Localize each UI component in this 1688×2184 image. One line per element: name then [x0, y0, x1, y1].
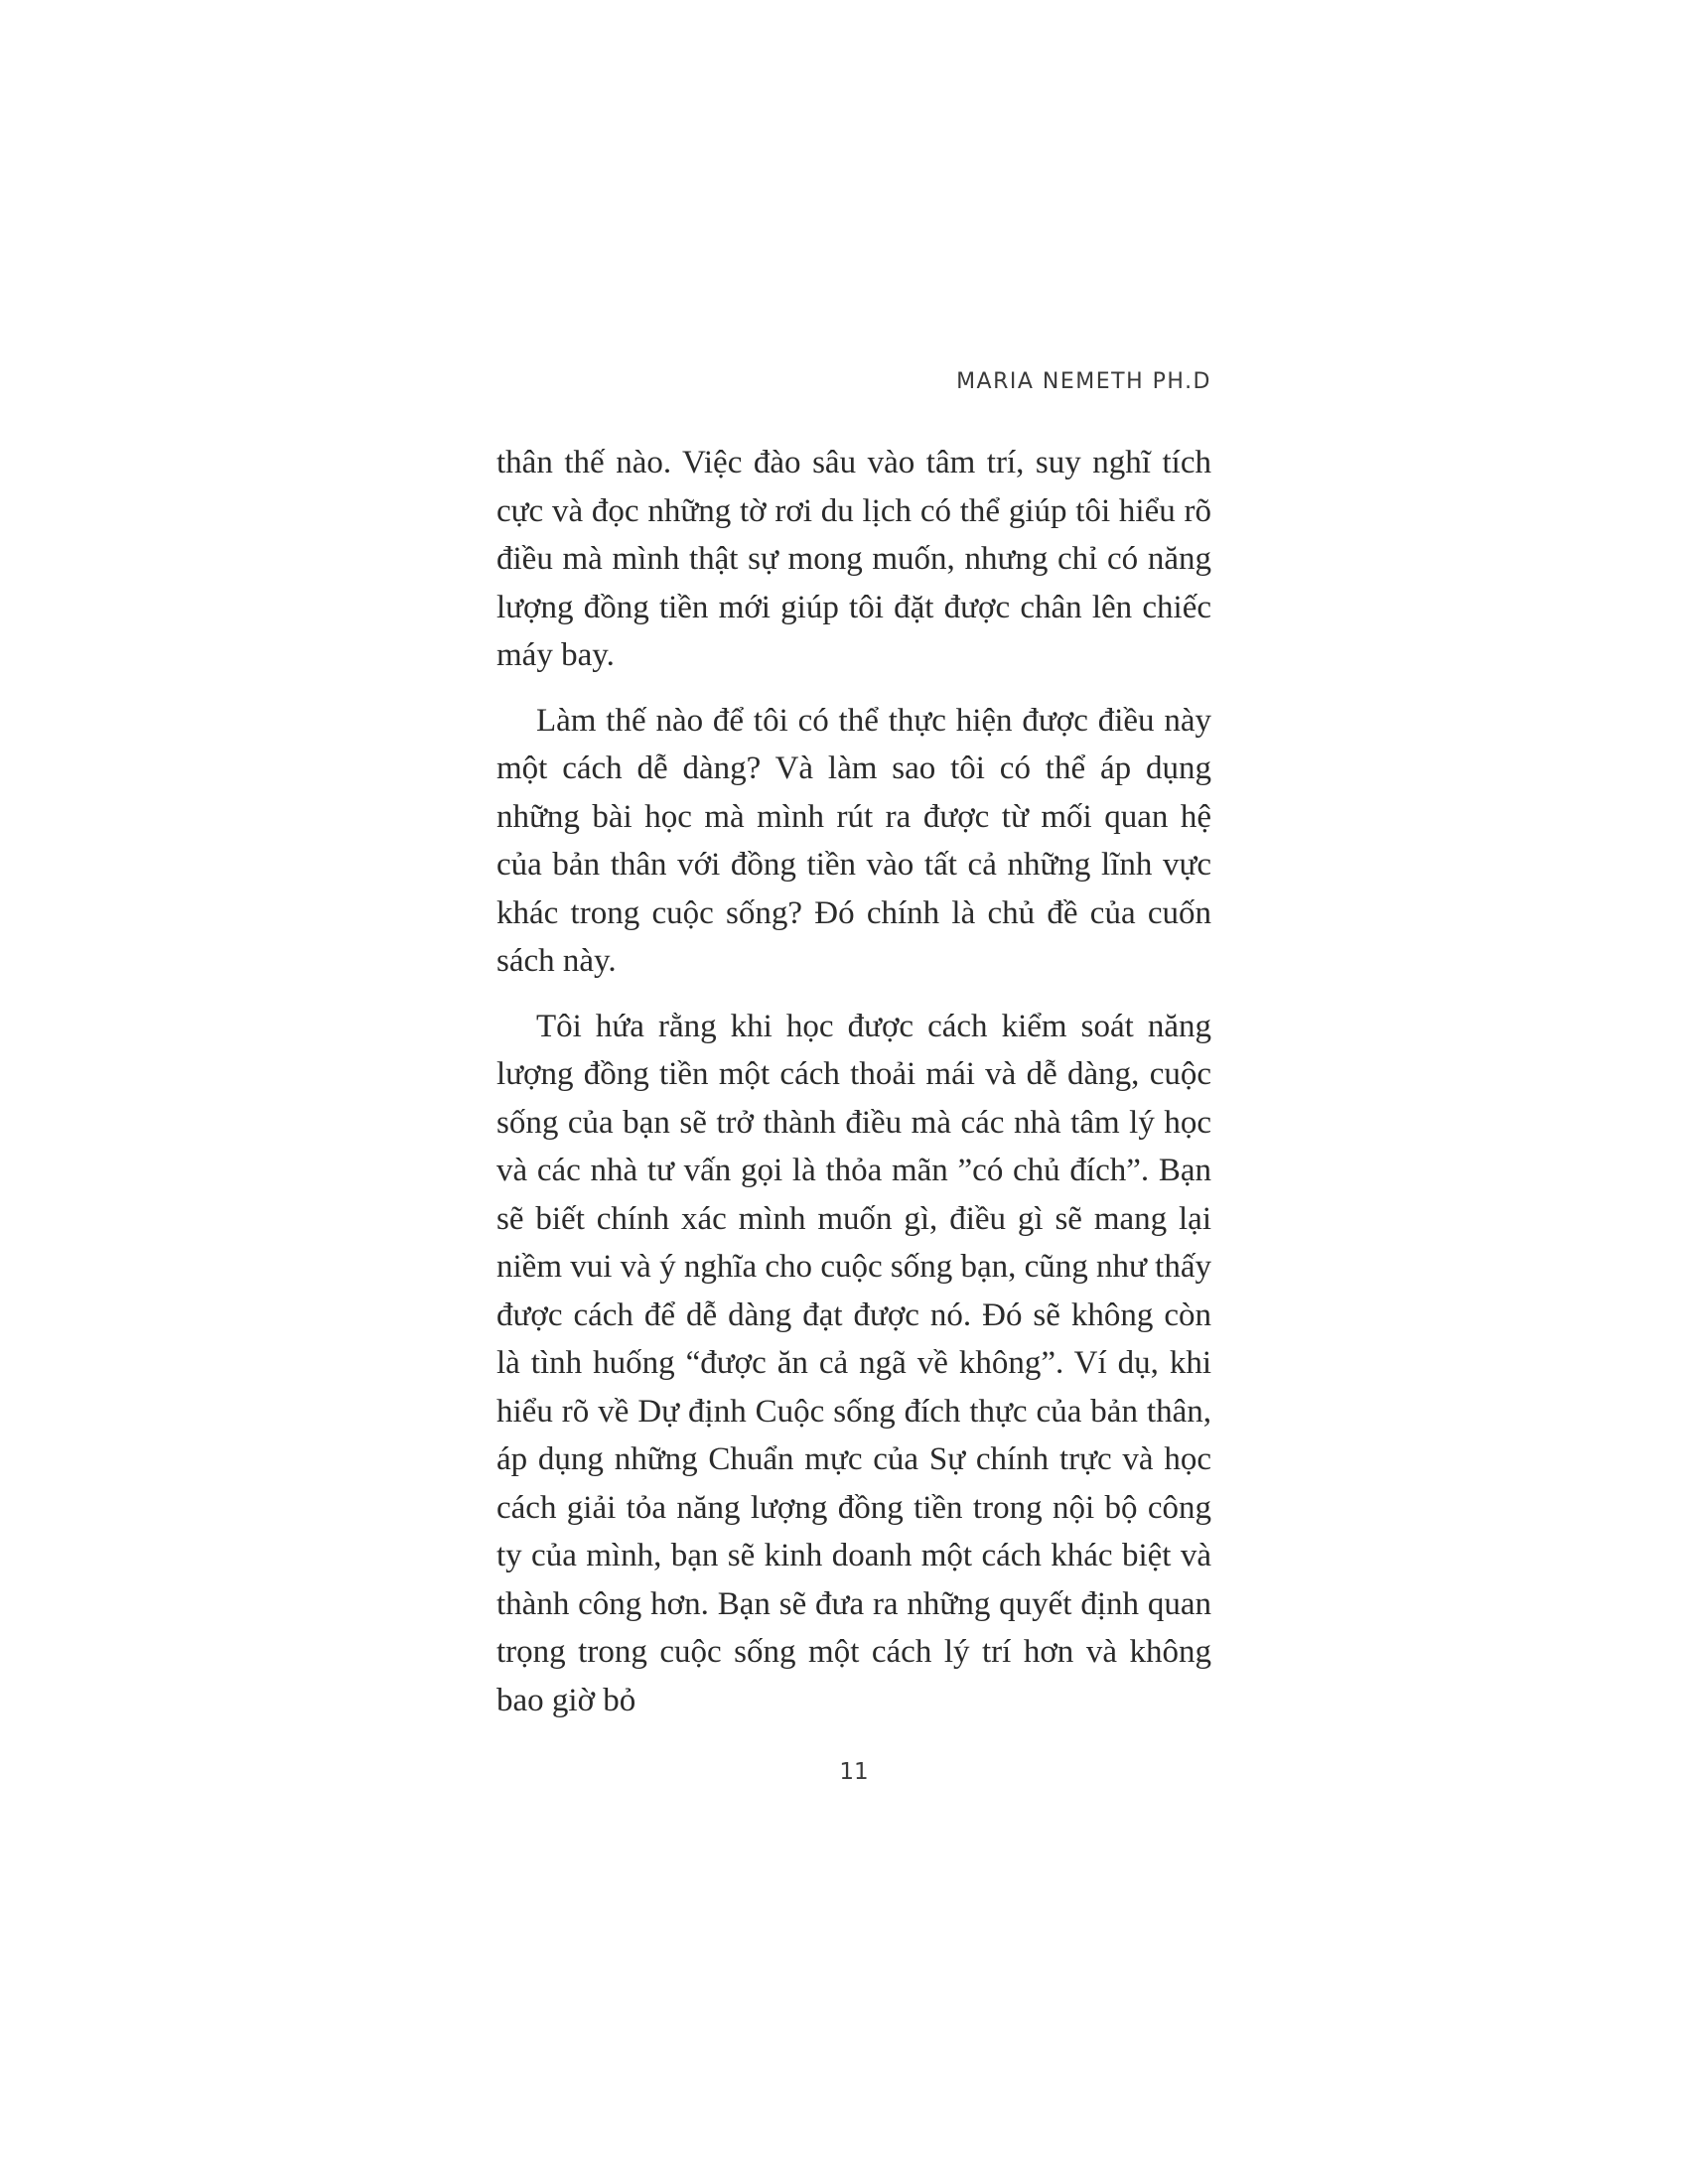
page-number: 11 — [839, 1759, 869, 1785]
body-text — [496, 439, 1211, 1741]
paragraph: Làm thế nào để tôi có thể thực hiện được điều này một cách dễ dàng? Và làm sao tôi có thể áp dụng những bài học mà mình rút ra được từ mối quan hệ của bản thân với đồng tiền vào tất cả những lĩnh vực khác trong cuộc sống? Đó chính là chủ đề của cuốn sách này. — [496, 702, 1211, 979]
paragraph: thân thế nào. Việc đào sâu vào tâm trí, suy nghĩ tích cực và đọc những tờ rơi du lịch có thể giúp tôi hiểu rõ điều mà mình thật sự mong muốn, nhưng chỉ có năng lượng đồng tiền mới giúp tôi đặt được chân lên chiếc máy bay. — [496, 445, 1211, 673]
running-head: MARIA NEMETH PH.D — [956, 369, 1211, 394]
paragraph: Tôi hứa rằng khi học được cách kiểm soát năng lượng đồng tiền một cách thoải mái và dễ dàng, cuộc sống của bạn sẽ trở thành điều mà các nhà tâm lý học và các nhà tư vấn gọi là thỏa mãn ”có chủ đích”. Bạn sẽ biết chính xác mình muốn gì, điều gì sẽ mang lại niềm vui và ý nghĩa cho cuộc sống bạn, cũng như thấy được cách để dễ dàng đạt được nó. Đó sẽ không còn là tình huống “được ăn cả ngã về không”. Ví dụ, khi hiểu rõ về Dự định Cuộc sống đích thực của bản thân, áp dụng những Chuẩn mực của Sự chính trực và học cách giải tỏa năng lượng đồng tiền trong nội bộ công ty của mình, bạn sẽ kinh doanh một cách khác biệt và thành công hơn. Bạn sẽ đưa ra những quyết định quan trọng trong cuộc sống một cách lý trí hơn và không bao giờ bỏ — [496, 1008, 1211, 1718]
